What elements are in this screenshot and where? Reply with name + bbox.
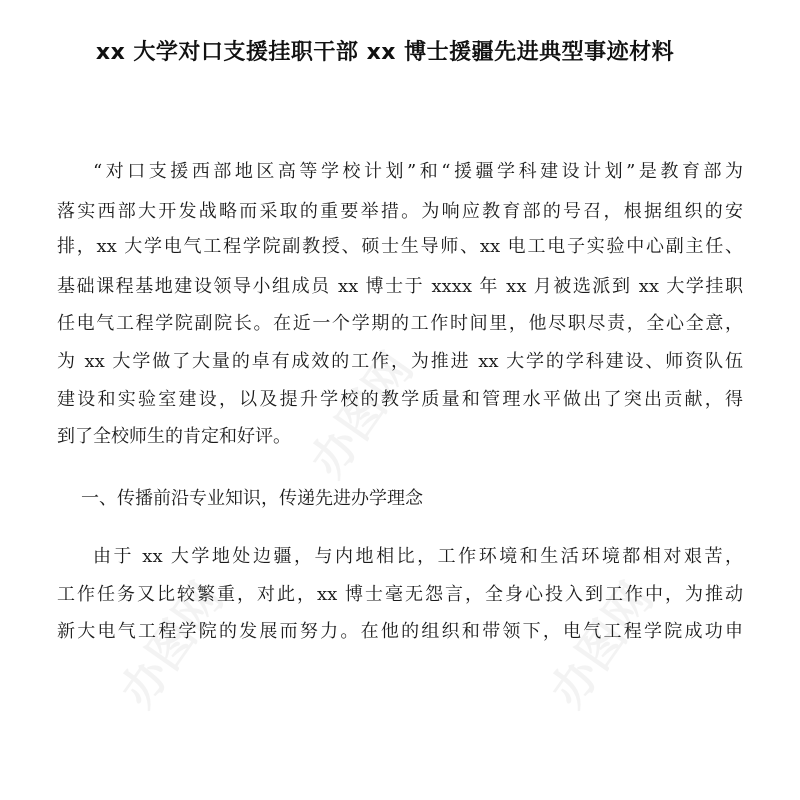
document-title: xx 大学对口支援挂职干部 xx 博士援疆先进典型事迹材料	[95, 40, 675, 65]
paragraph-line: 新大电气工程学院的发展而努力。在他的组织和带领下，电气工程学院成功申	[57, 621, 743, 642]
section-heading: 一、传播前沿专业知识，传递先进办学理念	[81, 488, 423, 509]
paragraph-line: 建设和实验室建设，以及提升学校的教学质量和管理水平做出了突出贡献，得	[57, 389, 743, 410]
paragraph-line: 为 xx 大学做了大量的卓有成效的工作，为推进 xx 大学的学科建设、师资队伍	[57, 351, 743, 372]
paragraph-line: 任电气工程学院副院长。在近一个学期的工作时间里，他尽职尽责，全心全意，	[57, 313, 743, 334]
paragraph-line: 由于 xx 大学地处边疆，与内地相比，工作环境和生活环境都相对艰苦，	[93, 546, 743, 567]
paragraph-line: 基础课程基地建设领导小组成员 xx 博士于 xxxx 年 xx 月被选派到 xx 大学挂职	[57, 276, 743, 297]
paragraph-line: “对口支援西部地区高等学校计划”和“援疆学科建设计划”是教育部为	[93, 161, 743, 182]
paragraph-line: 工作任务又比较繁重，对此，xx 博士毫无怨言，全身心投入到工作中，为推动	[57, 584, 743, 605]
paragraph-line: 排，xx 大学电气工程学院副教授、硕士生导师、xx 电工电子实验中心副主任、	[57, 236, 743, 257]
watermark: 办图网	[299, 342, 424, 487]
paragraph-line: 到了全校师生的肯定和好评。	[57, 426, 291, 447]
paragraph-line: 落实西部大开发战略而采取的重要举措。为响应教育部的号召，根据组织的安	[57, 201, 743, 222]
watermark: 办图网	[539, 572, 664, 717]
watermark: 办图网	[109, 572, 234, 717]
